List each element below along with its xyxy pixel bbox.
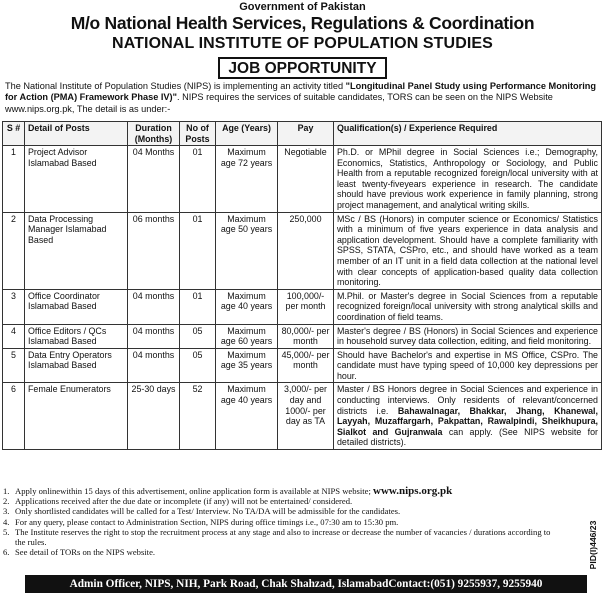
website-link[interactable]: www.nips.org.pk — [373, 485, 453, 497]
note-item — [3, 486, 559, 496]
header-no-of-posts: No of Posts — [180, 122, 216, 146]
qual-text-a: Master / BS Honors degree in Social Sciences and experience in conducting interviews. Only residents of relevant/concerned districts i.e. — [337, 384, 598, 416]
intro-paragraph — [5, 81, 603, 115]
pid-container — [586, 500, 600, 590]
cell-post: Data Processing Manager Islamabad Based — [25, 212, 128, 289]
cell-no: 01 — [180, 146, 216, 213]
table-row — [3, 289, 602, 324]
note-text-body: Apply onlinewithin 15 days of this advertisement, online application form is available at NIPS website; — [15, 486, 374, 496]
cell-post: Office Coordinator Islamabad Based — [25, 289, 128, 324]
cell-qualification: Ph.D. or MPhil degree in Social Sciences i.e.; Demography, Economics, Statistics, Anthropology or Sociology, and Public Health from a reputable recognized foreign/local university with at least twenty-fiveyears experience in research. The candidate should have previous work experience in family planning, strong project management, and analytical writing skills. — [334, 146, 602, 213]
note-text: Only shortlisted candidates will be called for a Test/ Interview. No TA/DA will be admissible for the candidates. — [15, 506, 401, 517]
table-row — [3, 212, 602, 289]
cell-post: Data Entry Operators Islamabad Based — [25, 348, 128, 383]
cell-age: Maximum age 35 years — [216, 348, 278, 383]
cell-duration: 06 months — [128, 212, 180, 289]
cell-sno: 6 — [3, 383, 25, 450]
cell-pay: 250,000 — [278, 212, 334, 289]
header-pay: Pay — [278, 122, 334, 146]
notes-list — [3, 486, 559, 557]
note-number: 4. — [3, 516, 10, 527]
note-number: 6. — [3, 547, 10, 558]
cell-post: Project Advisor Islamabad Based — [25, 146, 128, 213]
cell-qualification: M.Phil. or Master's degree in Social Sciences from a reputable recognized foreign/local university with strong analytical skills and coordination of field teams. — [334, 289, 602, 324]
note-number: 2. — [3, 496, 10, 507]
header-post: Detail of Posts — [25, 122, 128, 146]
cell-age: Maximum age 50 years — [216, 212, 278, 289]
note-text: The Institute reserves the right to stop the recruitment process at any stage and also to increase or decrease the number of vacancies / durations according to the rules. — [15, 526, 551, 548]
cell-sno: 2 — [3, 212, 25, 289]
cell-age: Maximum age 72 years — [216, 146, 278, 213]
header-age: Age (Years) — [216, 122, 278, 146]
cell-duration: 04 months — [128, 348, 180, 383]
note-text: For any query, please contact to Administration Section, NIPS during office timings i.e., 07:30 am to 15:30 pm. — [15, 516, 399, 527]
cell-pay: 3,000/- per day and 1000/- per day as TA — [278, 383, 334, 450]
contact-footer: Admin Officer, NIPS, NIH, Park Road, Chak Shahzad, IslamabadContact:(051) 9255937, 9255940 — [25, 575, 587, 593]
table-row — [3, 324, 602, 348]
table-row — [3, 348, 602, 383]
cell-post: Office Editors / QCs Islamabad Based — [25, 324, 128, 348]
study-title: "Longitudinal Panel Study using Performance Monitoring for Action (PMA) Framework Phase IV)" — [5, 81, 597, 103]
note-number: 5. — [3, 526, 10, 537]
jobs-table — [2, 121, 602, 450]
note-item — [3, 527, 559, 547]
cell-age: Maximum age 40 years — [216, 383, 278, 450]
header-sno: S # — [3, 122, 25, 146]
cell-pay: 100,000/- per month — [278, 289, 334, 324]
note-number: 1. — [3, 486, 10, 496]
header-qualification: Qualification(s) / Experience Required — [334, 122, 602, 146]
note-text — [15, 486, 452, 496]
ministry-heading: M/o National Health Services, Regulations & Coordination — [70, 13, 535, 33]
note-item — [3, 517, 559, 527]
note-number: 3. — [3, 506, 10, 517]
government-heading: Government of Pakistan — [239, 1, 366, 13]
note-text: See detail of TORs on the NIPS website. — [15, 547, 156, 558]
table-header-row — [3, 122, 602, 146]
note-item — [3, 547, 559, 557]
cell-qualification — [334, 383, 602, 450]
cell-sno: 4 — [3, 324, 25, 348]
cell-pay: 45,000/- per month — [278, 348, 334, 383]
cell-sno: 1 — [3, 146, 25, 213]
job-opportunity-badge: JOB OPPORTUNITY — [218, 57, 386, 79]
cell-age: Maximum age 60 years — [216, 324, 278, 348]
cell-no: 05 — [180, 324, 216, 348]
cell-post: Female Enumerators — [25, 383, 128, 450]
qual-text-c: can apply. (See NIPS website for detailed districts). — [337, 426, 598, 448]
cell-sno: 5 — [3, 348, 25, 383]
table-row — [3, 383, 602, 450]
pid-number: PID(I)446/23 — [588, 520, 598, 570]
cell-no: 01 — [180, 212, 216, 289]
cell-qualification: Master's degree / BS (Honors) in Social Sciences and experience in household survey data collection, editing, and field monitoring. — [334, 324, 602, 348]
table-row — [3, 146, 602, 213]
cell-pay: Negotiable — [278, 146, 334, 213]
cell-sno: 3 — [3, 289, 25, 324]
intro-text-1: The National Institute of Population Studies (NIPS) is implementing an activity titled — [5, 81, 346, 91]
cell-duration: 25-30 days — [128, 383, 180, 450]
cell-no: 01 — [180, 289, 216, 324]
cell-duration: 04 Months — [128, 146, 180, 213]
intro-text-2: . NIPS requires the services of suitable candidates, TORS can be seen on the NIPS Website www.nips.org.pk, The detail is as under:- — [5, 92, 553, 114]
cell-duration: 04 months — [128, 324, 180, 348]
cell-age: Maximum age 40 years — [216, 289, 278, 324]
header-duration: Duration (Months) — [128, 122, 180, 146]
cell-duration: 04 months — [128, 289, 180, 324]
note-text: Applications received after the due date or incomplete (if any) will not be entertained/ considered. — [15, 496, 353, 507]
note-item — [3, 496, 559, 506]
cell-qualification: Should have Bachelor's and expertise in MS Office, CSPro. The candidate must have typing speed of 10,000 key depressions per hour. — [334, 348, 602, 383]
cell-no: 52 — [180, 383, 216, 450]
note-item — [3, 506, 559, 516]
cell-no: 05 — [180, 348, 216, 383]
institute-heading: NATIONAL INSTITUTE OF POPULATION STUDIES — [112, 35, 493, 52]
badge-container — [0, 57, 605, 79]
cell-pay: 80,000/- per month — [278, 324, 334, 348]
cell-qualification: MSc / BS (Honors) in computer science or Economics/ Statistics with a minimum of five years experience in data analysis and application development. Should have a complete familiarity with SPSS, STATA, CSPro, etc., and should have worked as a team member of an IT unit in a field data collection at the national level with clear concepts of application-based quality data collection monitoring. — [334, 212, 602, 289]
districts-list: Bahawalnagar, Bhakkar, Jhang, Khanewal, Layyah, Muzaffargarh, Pakpattan, Rawalpindi, Sheikhupura, Sialkot and Gujranwala — [337, 405, 598, 437]
